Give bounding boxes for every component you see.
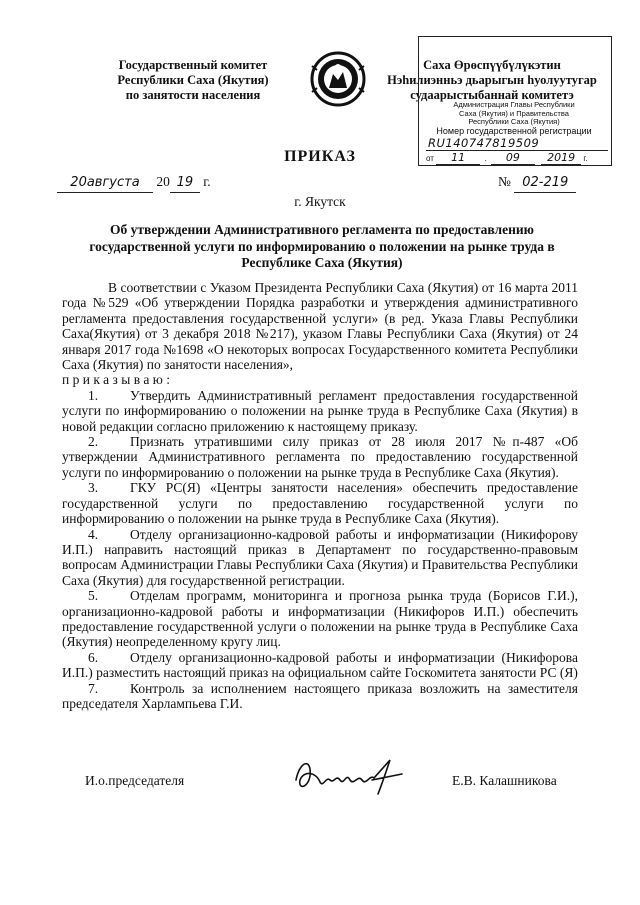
order-item xyxy=(62,434,578,480)
org-yakut-line-1: Саха Өрөспүүбүлүкэтин xyxy=(423,58,561,72)
stamp-date: от 11 . 09 2019 г. xyxy=(426,151,588,164)
handwritten-signature xyxy=(290,750,410,800)
item-number: 4. xyxy=(88,526,99,542)
stamp-date-month: 09 xyxy=(491,152,535,165)
signatory-position: И.о.председателя xyxy=(85,773,185,788)
item-number: 6. xyxy=(88,649,99,665)
stamp-date-suffix: г. xyxy=(583,154,588,163)
subject-line-1: Об утверждении Административного регламента по предоставлению xyxy=(110,222,534,237)
item-text: Утвердить Административный регламент предоставления государственной услуги по информированию о положении на рынке труда в Республике Саха (Якутия) в новой редакции согласно приложению к настоящему приказу. xyxy=(62,387,578,434)
stamp-date-prefix: от xyxy=(426,154,434,163)
stamp-admin-line-1: Администрация Главы Республики xyxy=(453,100,575,109)
stamp-registration-number: RU140747819509 xyxy=(426,136,608,151)
city: г. Якутск xyxy=(294,194,346,209)
item-text: Признать утратившими силу приказ от 28 июля 2017 №п-487 «Об утверждении Административного регламента по предоставлению государственной услуги по информированию о положении на рынке труда в Республике Саха (Якутия). xyxy=(62,434,578,480)
item-number: 3. xyxy=(88,480,99,496)
org-line-1: Государственный комитет xyxy=(118,58,268,72)
order-number-prefix: № xyxy=(498,174,511,189)
stamp-date-day: 11 xyxy=(436,152,480,165)
subject-line-3: Республике Саха (Якутия) xyxy=(241,255,403,270)
item-text: Отделу организационно-кадровой работы и информатизации (Никифорова И.П.) разместить настоящий приказ на официальном сайте Госкомитета занятости РС (Я) xyxy=(62,649,578,681)
order-number xyxy=(498,173,576,193)
order-body xyxy=(62,280,578,711)
order-date-handwritten: 20августа xyxy=(57,174,153,193)
org-line-2: Республики Саха (Якутия) xyxy=(117,73,269,87)
document-title: ПРИКАЗ xyxy=(284,148,356,165)
org-yakut-line-2: Нэһилиэнньэ дьарыгын һуолуутугар xyxy=(387,73,597,87)
order-date-year-prefix: 20 xyxy=(156,174,170,189)
item-text: Отделам программ, мониторинга и прогноза рынка труда (Борисов Г.И.), организационно-кадровой работы и информатизации (Никифоров И.П.) обеспечить предоставление государственной услуги о положении на рынке труда в Республике Саха (Якутия) неопределенному кругу лиц. xyxy=(62,588,578,650)
order-subject xyxy=(62,222,582,272)
order-word: приказываю: xyxy=(62,372,174,388)
order-item xyxy=(62,588,578,650)
org-line-3: по занятости населения xyxy=(125,88,261,102)
order-date-year-handwritten: 19 xyxy=(170,174,200,193)
stamp-administration-text xyxy=(422,101,606,127)
stamp-admin-line-3: Республики Саха (Якутия) xyxy=(468,117,560,126)
org-yakut-line-3: судаарыстыбаннай комитетэ xyxy=(410,88,574,102)
subject-line-2: государственной услуги по информированию о положении на рынке труда в xyxy=(89,238,555,254)
stamp-admin-line-2: Саха (Якутия) и Правительства xyxy=(459,108,569,118)
order-date xyxy=(57,173,211,193)
signatory-name: Е.В. Калашникова xyxy=(452,773,557,788)
item-number: 1. xyxy=(88,387,99,403)
item-number: 5. xyxy=(88,588,99,604)
order-item xyxy=(62,480,578,526)
item-number: 2. xyxy=(88,434,99,450)
stamp-registration-label: Номер государственной регистрации xyxy=(436,126,592,136)
item-number: 7. xyxy=(88,680,99,696)
organization-name-russian xyxy=(88,58,298,103)
order-item xyxy=(62,650,578,681)
coat-of-arms-emblem xyxy=(309,50,367,108)
order-number-handwritten: 02-219 xyxy=(514,174,576,193)
stamp-date-year: 2019 xyxy=(541,152,581,165)
order-item xyxy=(62,527,578,589)
item-text: ГКУ РС(Я) «Центры занятости населения» обеспечить предоставление государственной услуги по предоставлению государственной услуги по информированию о положении на рынке труда в Республике Саха (Якутия). xyxy=(62,480,578,527)
item-text: Контроль за исполнением настоящего приказа возложить на заместителя председателя Харлампьева Г.И. xyxy=(62,680,578,711)
item-text: Отделу организационно-кадровой работы и информатизации (Никифорову И.П.) направить настоящий приказ в Департамент по государственно-правовым вопросам Администрации Главы Республики Саха (Якутия) и Правительства Республики Саха (Якутия) для государственной регистрации. xyxy=(62,526,578,588)
order-item xyxy=(62,388,578,434)
order-date-suffix: г. xyxy=(203,174,211,189)
order-item xyxy=(62,681,578,712)
preamble-paragraph: В соответствии с Указом Президента Республики Саха (Якутия) от 16 марта 2011 года №529 «Об утверждении Порядка разработки и утверждения административного регламента предоставления государственной услуги» (в ред. Указа Главы Республики Саха(Якутия) от 3 декабря 2018 №217), указом Главы Республики Саха (Якутия) от 24 января 2017 года №1698 «О некоторых вопросах Государственного комитета Республики Саха (Якутия) по занятости населения», xyxy=(62,280,578,373)
